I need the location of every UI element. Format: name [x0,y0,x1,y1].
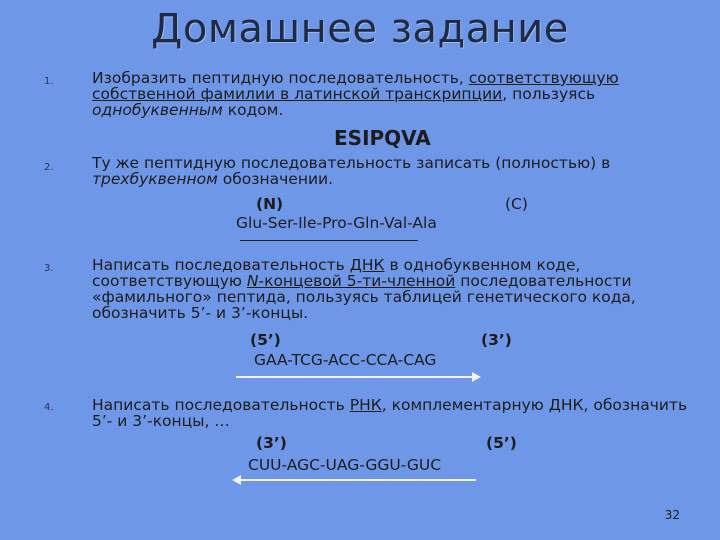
dna-5-prime-label: (5’) [250,331,281,349]
task-3-part: Написать последовательность [92,256,350,274]
task-3-part: последовательности «фамильного» пептида, пользуясь таблицей генетического кода, обозначить 5’- и 3’-концы. [92,272,636,322]
three-letter-sequence: Glu-Ser-Ile-Pro-Gln-Val-Ala [236,214,437,232]
task-1-underlined: соответствующую собственной фамилии в латинской транскрипции [92,69,619,103]
task-1-text [92,70,692,118]
item-number: 2. [44,162,54,173]
task-1-part: , пользуясь [502,85,596,103]
rna-arrow-icon [240,479,476,481]
task-3-underlined: -концевой 5-ти-членной [258,272,456,290]
page-number: 32 [664,508,680,522]
task-3-text [92,257,692,321]
task-4-part: , комплементарную ДНК, обозначить 5’- и 3’-концы, … [92,396,688,430]
c-terminus-label: (C) [505,195,528,213]
answer-one-letter: ESIPQVA [334,126,431,150]
rna-5-prime-label: (5’) [486,434,517,452]
n-terminus-label: (N) [256,195,284,213]
task-3-underlined-italic: N [246,272,259,290]
dna-3-prime-label: (3’) [481,331,512,349]
rna-3-prime-label: (3’) [256,434,287,452]
task-2-italic: трехбуквенном [92,170,218,188]
rna-sequence: CUU-AGC-UAG-GGU-GUC [248,456,442,474]
item-number: 3. [44,263,54,274]
task-2-part: Ту же пептидную последовательность записать (полностью) в [92,154,611,172]
item-number: 4. [44,402,54,413]
task-4-underlined: РНК [349,396,382,414]
divider-line [240,240,418,241]
arrow-right-icon [472,372,481,382]
task-3-part: в однобуквенном коде, соответствующую [92,256,581,290]
item-number: 1. [44,76,54,87]
dna-sequence: GAA-TCG-ACC-CCA-CAG [254,351,437,369]
slide-title: Домашнее задание [151,6,569,52]
task-1-part: Изобразить пептидную последовательность, [92,69,469,87]
task-3-underlined: ДНК [349,256,385,274]
dna-arrow-icon [236,376,472,378]
task-4-part: Написать последовательность [92,396,350,414]
task-2-part: обозначении. [217,170,334,188]
task-2-text [92,155,692,187]
task-4-text [92,397,692,429]
task-1-part: кодом. [222,101,284,119]
task-1-italic: однобуквенным [92,101,223,119]
